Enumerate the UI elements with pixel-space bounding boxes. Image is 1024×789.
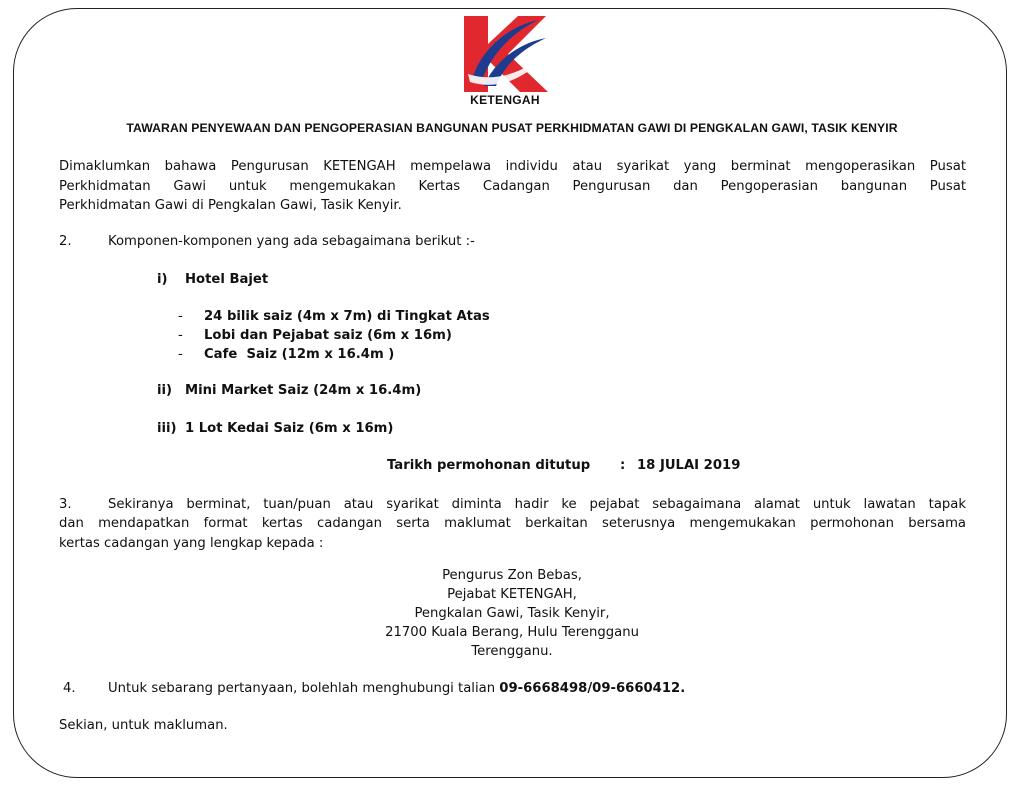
section-3-line-2: dan mendapatkan format kertas cadangan serta maklumat berkaitan seterusnya mengemukakan permohonan bersama [59,516,966,531]
item-1-number: i) [157,272,168,287]
section-2-text: Komponen-komponen yang ada sebagaimana berikut :- [108,234,475,249]
section-3-line-1-wrap [108,495,966,515]
section-4-number: 4. [63,681,76,696]
contact-phone: 09-6668498/09-6660412. [499,681,686,696]
section-3-number: 3. [59,497,72,512]
intro-paragraph [59,157,966,216]
ketengah-logo-mark [458,14,552,94]
item-1-label: Hotel Bajet [185,272,269,287]
ketengah-logo [458,14,552,110]
address-line-3: Pengkalan Gawi, Tasik Kenyir, [414,606,610,621]
intro-line-1: Dimaklumkan bahawa Pengurusan KETENGAH mempelawa individu atau syarikat yang berminat mengoperasikan Pusat [59,159,966,174]
section-2-number: 2. [59,234,72,249]
intro-line-3: Perkhidmatan Gawi di Pengkalan Gawi, Tasik Kenyir. [59,198,402,213]
item-2-number: ii) [157,383,173,398]
intro-line-2: Perkhidmatan Gawi untuk mengemukakan Kertas Cadangan Pengurusan dan Pengoperasian bangunan Pusat [59,178,966,194]
closing-text: Sekian, untuk makluman. [59,718,228,733]
item-2-label: Mini Market Saiz (24m x 16.4m) [185,383,422,398]
sub-item-2-dash: - [178,328,183,343]
section-3-line-1: Sekiranya berminat, tuan/puan atau syarikat diminta hadir ke pejabat sebagaimana alamat untuk lawatan tapak [108,497,966,512]
address-line-4: 21700 Kuala Berang, Hulu Terengganu [385,625,639,640]
section-3-line-3: kertas cadangan yang lengkap kepada : [59,535,324,551]
item-3-number: iii) [157,421,177,436]
deadline-label: Tarikh permohonan ditutup [387,458,591,473]
sub-item-3-dash: - [178,347,183,362]
logo-text: KETENGAH [470,93,540,107]
address-line-5: Terengganu. [471,644,553,659]
deadline-separator: : [620,458,626,473]
sub-item-1-dash: - [178,309,183,324]
address-line-2: Pejabat KETENGAH, [447,587,577,602]
sub-item-3-label: Cafe Saiz (12m x 16.4m ) [204,347,395,362]
page-title: TAWARAN PENYEWAAN DAN PENGOPERASIAN BANGUNAN PUSAT PERKHIDMATAN GAWI DI PENGKALAN GAWI, TASIK KENYIR [126,121,898,135]
sub-item-1-label: 24 bilik saiz (4m x 7m) di Tingkat Atas [204,309,490,324]
sub-item-2-label: Lobi dan Pejabat saiz (6m x 16m) [204,328,452,343]
section-3-rest [59,514,966,553]
address-line-1: Pengurus Zon Bebas, [442,568,582,583]
deadline-date: 18 JULAI 2019 [637,458,741,473]
item-3-label: 1 Lot Kedai Saiz (6m x 16m) [185,421,394,436]
section-4-line [108,680,685,698]
section-4-text: Untuk sebarang pertanyaan, bolehlah menghubungi talian [108,681,496,696]
